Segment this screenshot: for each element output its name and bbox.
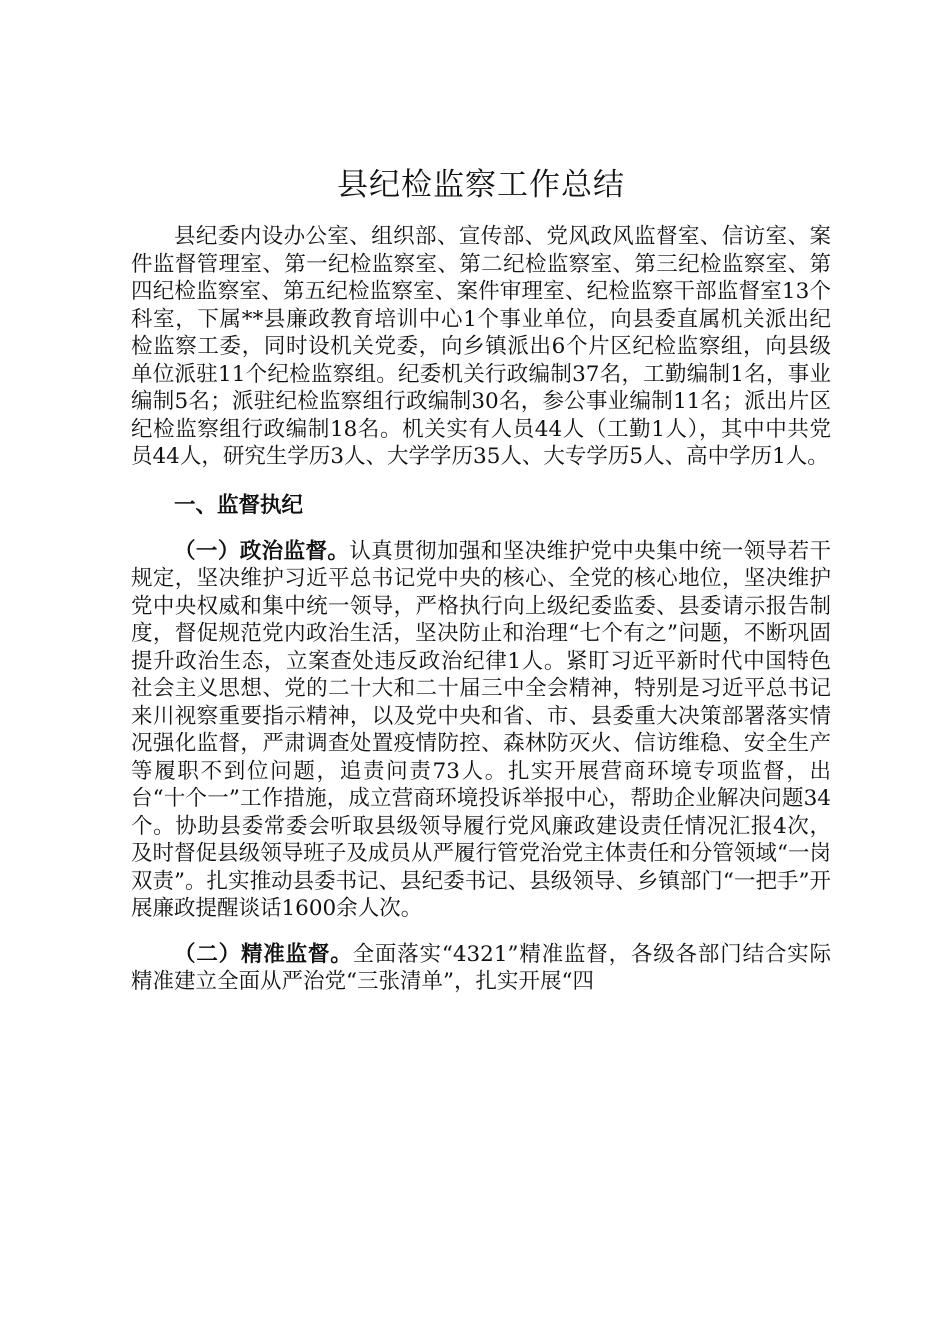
precise-supervision-label: （二）精准监督。 [174,941,353,967]
section-heading-supervision: 一、监督执纪 [174,492,304,518]
precise-supervision-paragraph [131,941,831,996]
document-page [131,165,831,996]
political-supervision-label: （一）政治监督。 [174,538,350,564]
political-supervision-paragraph [131,538,831,923]
precise-supervision-text: 全面落实“4321”精准监督，各级各部门结合实际精准建立全面从严治党“三张清单”，扎实开展“四 [131,941,831,994]
document-title: 县纪检监察工作总结 [337,167,625,203]
intro-paragraph: 县纪委内设办公室、组织部、宣传部、党风政风监督室、信访室、案件监督管理室、第一纪检监察室、第二纪检监察室、第三纪检监察室、第四纪检监察室、第五纪检监察室、案件审理室、纪检监察干部监督室13个科室，下属**县廉政教育培训中心1个事业单位，向县委直属机关派出纪检监察工委，同时设机关党委，向乡镇派出6个片区纪检监察组，向县级单位派驻11个纪检监察组。纪委机关行政编制37名，工勤编制1名，事业编制5名；派驻纪检监察组行政编制30名，参公事业编制11名；派出片区纪检监察组行政编制18名。机关实有人员44人（工勤1人），其中中共党员44人，研究生学历3人、大学学历35人、大专学历5人、高中学历1人。 [131,224,831,469]
political-supervision-text: 认真贯彻加强和坚决维护党中央集中统一领导若干规定，坚决维护习近平总书记党中央的核心、全党的核心地位，坚决维护党中央权威和集中统一领导，严格执行向上级纪委监委、县委请示报告制度，督促规范党内政治生活，坚决防止和治理“七个有之”问题，不断巩固提升政治生态，立案查处违反政治纪律1人。紧盯习近平新时代中国特色社会主义思想、党的二十大和二十届三中全会精神，特别是习近平总书记来川视察重要指示精神，以及党中央和省、市、县委重大决策部署落实情况强化监督，严肃调查处置疫情防控、森林防灭火、信访维稳、安全生产等履职不到位问题，追责问责73人。扎实开展营商环境专项监督，出台“十个一”工作措施，成立营商环境投诉举报中心，帮助企业解决问题34个。协助县委常委会听取县级领导履行党风廉政建设责任情况汇报4次，及时督促县级领导班子及成员从严履行管党治党主体责任和分管领域“一岗双责”。扎实推动县委书记、县纪委书记、县级领导、乡镇部门“一把手”开展廉政提醒谈话1600余人次。 [131,538,831,921]
